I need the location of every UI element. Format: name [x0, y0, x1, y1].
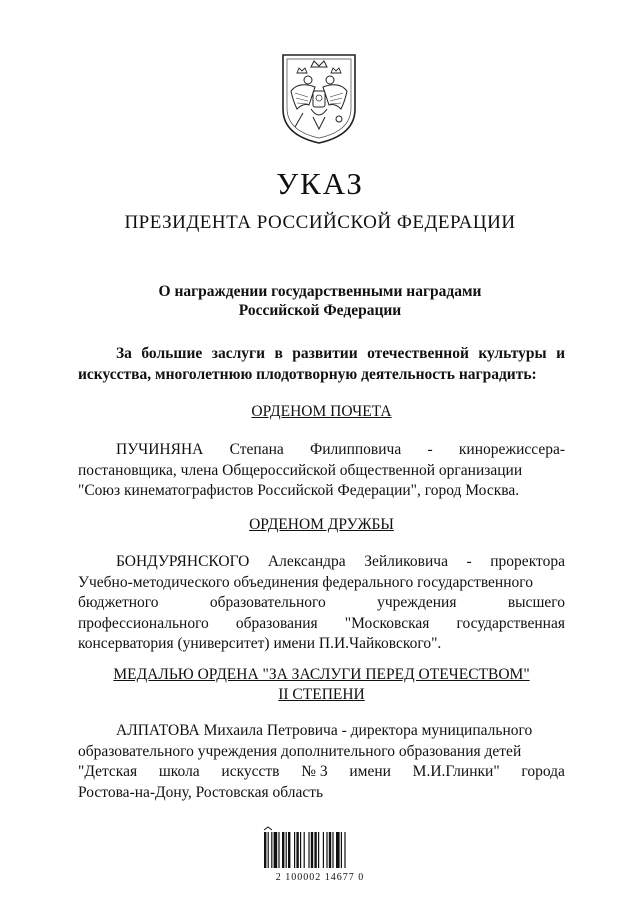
decree-subject — [0, 282, 640, 320]
award-heading-order-of-friendship: ОРДЕНОМ ДРУЖБЫ — [249, 516, 394, 533]
recipient-line: Учебно-методического объединения федерального государственного — [78, 573, 533, 591]
subject-line: О награждении государственными наградами — [158, 283, 482, 300]
recipient-line: ПУЧИНЯНА Степана Филипповича - кинорежиссера- — [116, 441, 565, 458]
coat-of-arms-icon — [275, 47, 363, 147]
recipient-line: образовательного учреждения дополнительного образования детей — [78, 742, 522, 760]
recipient-line: "Союз кинематографистов Российской Федерации", город Москва. — [78, 482, 520, 499]
recipient-line: Ростова-на-Дону, Ростовская область — [78, 783, 324, 801]
barcode-bars-icon — [250, 826, 390, 872]
document-title: УКАЗ — [276, 166, 364, 201]
award-recipient — [78, 721, 565, 803]
award-recipient — [78, 552, 565, 655]
recipient-line: бюджетного образовательного учреждения высшего — [78, 594, 565, 611]
decree-preamble — [78, 343, 565, 385]
award-heading-medal-of-merit: МЕДАЛЬЮ ОРДЕНА "ЗА ЗАСЛУГИ ПЕРЕД ОТЕЧЕСТВОМ" II СТЕПЕНИ — [113, 666, 530, 703]
recipient-line: постановщика, члена Общероссийской общественной организации — [78, 461, 523, 479]
barcode — [250, 826, 390, 886]
recipient-line: АЛПАТОВА Михаила Петровича - директора муниципального — [116, 722, 533, 739]
document-subtitle: ПРЕЗИДЕНТА РОССИЙСКОЙ ФЕДЕРАЦИИ — [124, 212, 516, 233]
award-heading-order-of-honour: ОРДЕНОМ ПОЧЕТА — [251, 403, 392, 420]
preamble-line: За большие заслуги в развитии отечественной культуры и — [116, 345, 565, 362]
recipient-line: профессионального образования "Московская государственная — [78, 614, 565, 632]
preamble-line: искусства, многолетнюю плодотворную деятельность наградить: — [78, 366, 537, 383]
award-recipient — [78, 440, 565, 502]
subject-line: Российской Федерации — [238, 302, 402, 319]
recipient-line: консерватория (университет) имени П.И.Чайковского". — [78, 635, 442, 652]
recipient-line: БОНДУРЯНСКОГО Александра Зейликовича - проректора — [116, 553, 565, 570]
barcode-number: 2 100002 14677 0 — [275, 872, 365, 883]
recipient-line: "Детская школа искусств № 3 имени М.И.Глинки" города — [78, 763, 565, 780]
